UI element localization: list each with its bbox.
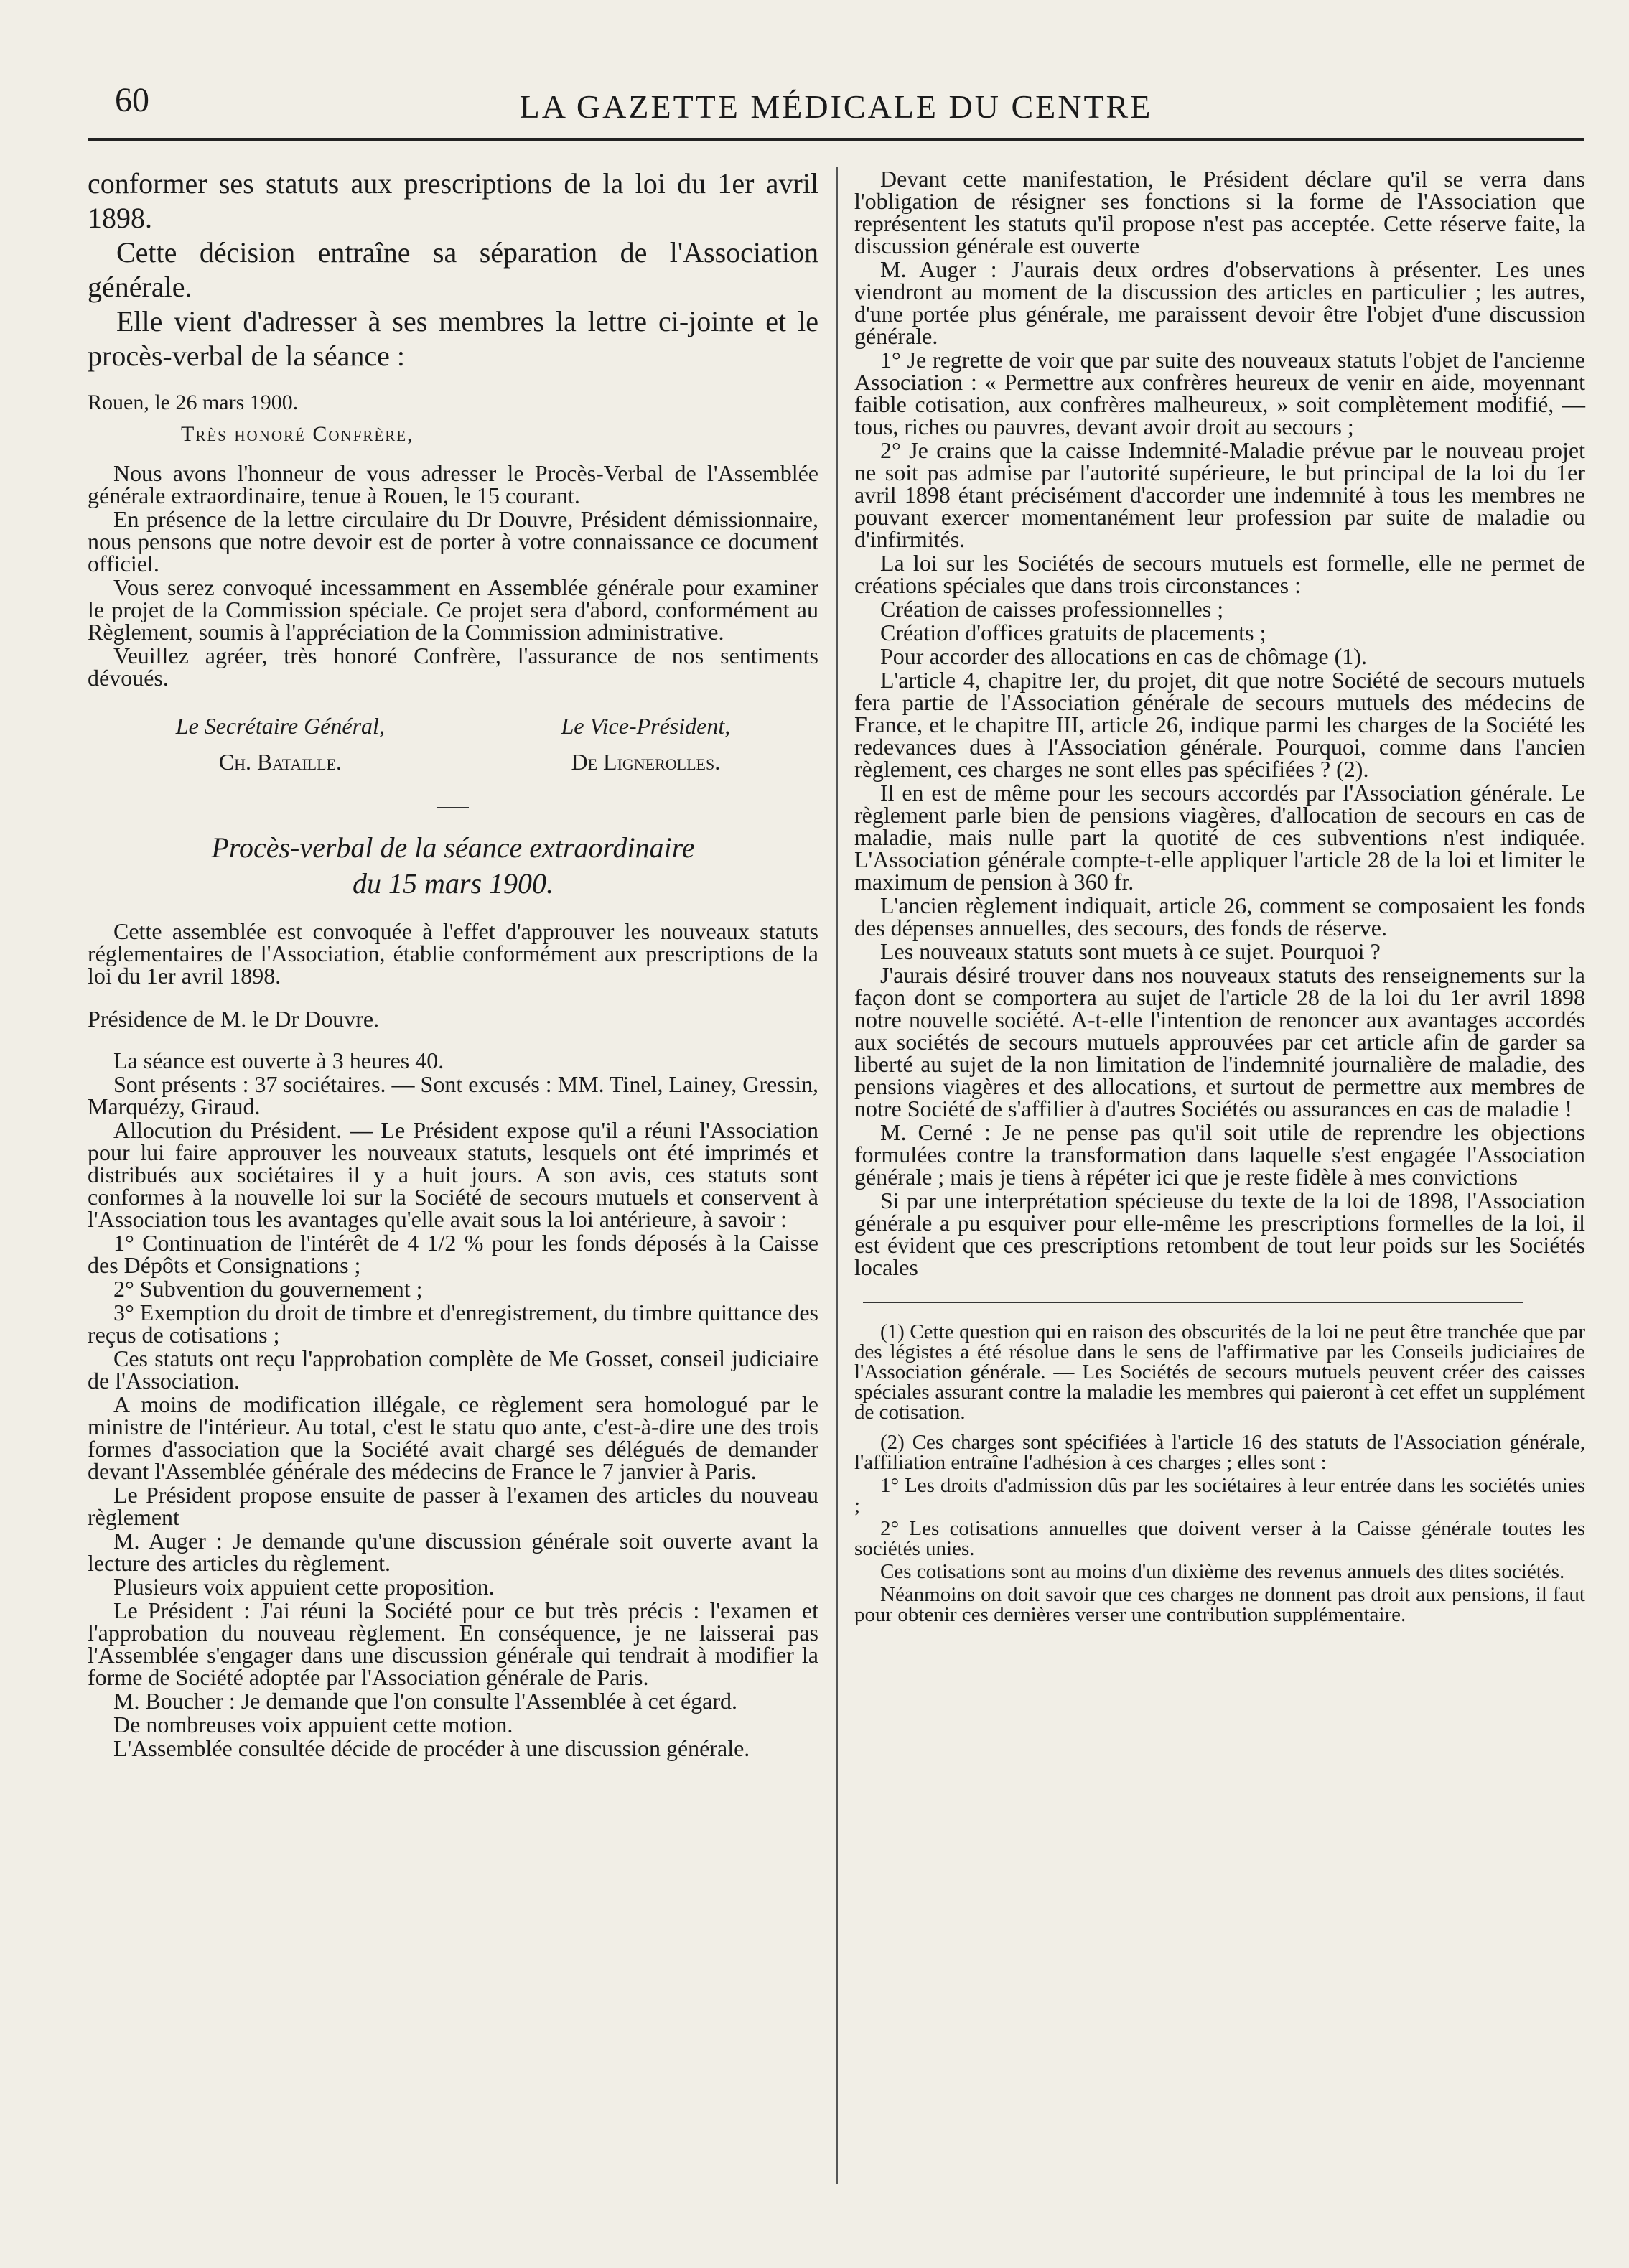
- page-header: [88, 80, 1584, 138]
- body-paragraph: La loi sur les Sociétés de secours mutuels est formelle, elle ne permet de créations spéciales que dans trois circonstances :: [854, 550, 1585, 598]
- left-column: [88, 167, 818, 1760]
- body-paragraph: M. Cerné : Je ne pense pas qu'il soit utile de reprendre les objections formulées contre la transformation dans laquelle s'est engagée l'Association générale ; mais je tiens à répéter ici que je reste fidèle à mes convictions: [854, 1119, 1585, 1190]
- letter-paragraph: Nous avons l'honneur de vous adresser le Procès-Verbal de l'Assemblée générale extraordinaire, tenue à Rouen, le 15 courant.: [88, 460, 818, 508]
- minutes-paragraph: 3° Exemption du droit de timbre et d'enregistrement, du timbre quittance des reçus de cotisations ;: [88, 1299, 818, 1348]
- column-separator: [836, 167, 838, 2184]
- journal-title: LA GAZETTE MÉDICALE DU CENTRE: [519, 88, 1153, 125]
- presidency-line: Présidence de M. le Dr Douvre.: [88, 1006, 380, 1032]
- letter-signatures: [88, 708, 818, 780]
- body-paragraph: Création de caisses professionnelles ;: [880, 596, 1224, 622]
- body-paragraph: Si par une interprétation spécieuse du texte de la loi de 1898, l'Association générale a pu esquiver pour elle-même les prescriptions formelles de la loi, il est évident que ces prescriptions retombent de tout leur poids sur les Sociétés locales: [854, 1187, 1585, 1280]
- minutes-title-line: du 15 mars 1900.: [352, 867, 554, 900]
- minutes-paragraph: Allocution du Président. — Le Président expose qu'il a réuni l'Association pour lui faire approuver les nouveaux statuts, lesquels ont été imprimés et distribués aux sociétaires il y a huit jours. A son avis, ces statuts sont conformes à la nouvelle loi sur la Société de secours mutuels et conservent à l'Association tous les avantages qu'elle avait sous la loi antérieure, à savoir :: [88, 1117, 818, 1232]
- minutes-paragraph: Plusieurs voix appuient cette proposition.: [113, 1574, 495, 1600]
- minutes-paragraph: 1° Continuation de l'intérêt de 4 1/2 % pour les fonds déposés à la Caisse des Dépôts et Consignations ;: [88, 1230, 818, 1278]
- minutes-title-line: Procès-verbal de la séance extraordinaire: [211, 831, 695, 864]
- intro-paragraph: conformer ses statuts aux prescriptions de la loi du 1er avril 1898.: [88, 167, 818, 234]
- section-divider: [437, 807, 469, 808]
- minutes-paragraph: La séance est ouverte à 3 heures 40.: [113, 1047, 444, 1073]
- minutes-paragraph: Le Président : J'ai réuni la Société pour ce but très précis : l'examen et l'approbation du nouveau règlement. En conséquence, je ne laisserai pas l'Assemblée s'engager dans une discussion générale qui tendrait à modifier la forme de Société adoptée par l'Association générale de Paris.: [88, 1597, 818, 1690]
- minutes-paragraph: Cette assemblée est convoquée à l'effet d'approuver les nouveaux statuts réglementaires de l'Association, établie conformément aux prescriptions de la loi du 1er avril 1898.: [88, 918, 818, 989]
- body-paragraph: Il en est de même pour les secours accordés par l'Association générale. Le règlement parle bien de pensions viagères, d'allocation de secours en cas de maladie, mais nulle part la quotité de ces subventions n'est indiquée. L'Association générale compte-t-elle appliquer l'article 28 de la loi et limiter le maximum de pension à 360 fr.: [854, 780, 1585, 895]
- minutes-title: [88, 830, 818, 902]
- letter-paragraph: Veuillez agréer, très honoré Confrère, l'assurance de nos sentiments dévoués.: [88, 643, 818, 691]
- body-paragraph: Pour accorder des allocations en cas de chômage (1).: [880, 643, 1367, 669]
- footnote: 1° Les droits d'admission dûs par les sociétaires à leur entrée dans les sociétés unies ;: [854, 1474, 1585, 1517]
- letter-salutation: Très honoré Confrère,: [181, 422, 414, 446]
- signature-name: Ch. Bataille.: [218, 749, 342, 775]
- body-paragraph: 2° Je crains que la caisse Indemnité-Maladie prévue par le nouveau projet ne soit pas admise par l'autorité supérieure, le but principal de la loi du 1er avril 1898 étant précisément d'accorder une indemnité à tous les membres ne pouvant exercer momentanément leur profession par suite de maladie ou d'infirmités.: [854, 437, 1585, 552]
- intro-paragraph: Cette décision entraîne sa séparation de l'Association générale.: [88, 236, 818, 303]
- body-paragraph: L'ancien règlement indiquait, article 26, comment se composaient les fonds des dépenses annuelles, des secours, des fonds de réserve.: [854, 892, 1585, 941]
- footnote: (2) Ces charges sont spécifiées à l'article 16 des statuts de l'Association générale, l'affiliation entraîne l'adhésion à ces charges ; elles sont :: [854, 1431, 1585, 1474]
- minutes-paragraph: Le Président propose ensuite de passer à l'examen des articles du nouveau règlement: [88, 1482, 818, 1530]
- right-column: [854, 167, 1585, 1625]
- minutes-paragraph: 2° Subvention du gouvernement ;: [113, 1276, 423, 1302]
- body-paragraph: M. Auger : J'aurais deux ordres d'observations à présenter. Les unes viendront au moment de la discussion des articles en particulier ; les autres, d'une portée plus générale, me paraissent devoir être l'objet d'une discussion générale.: [854, 256, 1585, 349]
- signature-block: [561, 708, 730, 780]
- minutes-paragraph: A moins de modification illégale, ce règlement sera homologué par le ministre de l'intérieur. Au total, c'est le statu quo ante, c'est-à-dire une des trois formes d'association que la Société avait chargé ses délégués de demander devant l'Assemblée générale des médecins de France le 7 janvier à Paris.: [88, 1391, 818, 1484]
- intro-paragraph: Elle vient d'adresser à ses membres la lettre ci-jointe et le procès-verbal de la séance :: [88, 305, 818, 372]
- signature-role: Le Vice-Président,: [561, 713, 731, 739]
- signature-name: De Lignerolles.: [571, 749, 721, 775]
- letter-dateline: Rouen, le 26 mars 1900.: [88, 391, 299, 414]
- footnote: Ces cotisations sont au moins d'un dixième des revenus annuels des dites sociétés.: [880, 1560, 1565, 1583]
- footnote: Néanmoins on doit savoir que ces charges ne donnent pas droit aux pensions, il faut pour obtenir ces dernières verser une contribution supplémentaire.: [854, 1583, 1585, 1626]
- letter-paragraph: Vous serez convoqué incessamment en Assemblée générale pour examiner le projet de la Commission spéciale. Ce projet sera d'abord, conformément au Règlement, soumis à l'appréciation de la Commission administrative.: [88, 574, 818, 645]
- body-paragraph: Devant cette manifestation, le Président déclare qu'il se verra dans l'obligation de résigner ses fonctions si la forme de l'Association que représentent les statuts qu'il propose n'est pas acceptée. Cette réserve faite, la discussion générale est ouverte: [854, 166, 1585, 258]
- header-rule: [88, 138, 1584, 141]
- body-paragraph: L'article 4, chapitre Ier, du projet, dit que notre Société de secours mutuels fera partie de l'Association générale de secours mutuels des médecins de France, et le chapitre III, article 26, indique parmi les charges de la Société les redevances dues à l'Association générale. Pourquoi, comme dans l'ancien règlement, ces charges ne sont elles pas spécifiées ? (2).: [854, 667, 1585, 782]
- minutes-paragraph: L'Assemblée consultée décide de procéder à une discussion générale.: [113, 1735, 750, 1761]
- letter-paragraph: En présence de la lettre circulaire du Dr Douvre, Président démissionnaire, nous pensons que notre devoir est de porter à votre connaissance ce document officiel.: [88, 506, 818, 577]
- minutes-paragraph: Ces statuts ont reçu l'approbation complète de Me Gosset, conseil judiciaire de l'Association.: [88, 1345, 818, 1394]
- minutes-paragraph: Sont présents : 37 sociétaires. — Sont excusés : MM. Tinel, Lainey, Gressin, Marquézy, Giraud.: [88, 1071, 818, 1119]
- footnote-rule: [863, 1302, 1523, 1303]
- body-paragraph: 1° Je regrette de voir que par suite des nouveaux statuts l'objet de l'ancienne Association : « Permettre aux confrères heureux de venir en aide, moyennant faible cotisation, aux confrères malheureux, » soit complètement modifié, — tous, riches ou pauvres, devant avoir droit au secours ;: [854, 347, 1585, 439]
- body-paragraph: Les nouveaux statuts sont muets à ce sujet. Pourquoi ?: [880, 938, 1381, 964]
- minutes-paragraph: M. Boucher : Je demande que l'on consulte l'Assemblée à cet égard.: [113, 1688, 738, 1714]
- body-paragraph: J'aurais désiré trouver dans nos nouveaux statuts des renseignements sur la façon dont se comportera au sujet de l'article 28 de la loi du 1er avril 1898 notre nouvelle société. A-t-elle l'intention de renoncer aux avantages accordés aux sociétés de secours mutuels approuvées par cet article afin de garder sa liberté au sujet de la non limitation de l'indemnité journalière de maladie, des pensions viagères et des allocations, et surtout de permettre aux membres de notre Société de s'affilier à d'autres Sociétés ou assurances en cas de maladie !: [854, 962, 1585, 1121]
- minutes-paragraph: De nombreuses voix appuient cette motion.: [113, 1712, 513, 1737]
- body-paragraph: Création d'offices gratuits de placements ;: [880, 620, 1266, 645]
- minutes-paragraph: M. Auger : Je demande qu'une discussion générale soit ouverte avant la lecture des articles du règlement.: [88, 1528, 818, 1576]
- signature-block: [176, 708, 385, 780]
- footnote: (1) Cette question qui en raison des obscurités de la loi ne peut être tranchée que par des légistes a été résolue dans le sens de l'affirmative par les Conseils judiciaires de l'Association générale. — Les Sociétés de secours mutuels peuvent créer des caisses spéciales assurant contre la maladie les membres qui paieront à cet effet un supplément de cotisation.: [854, 1320, 1585, 1424]
- footnote: 2° Les cotisations annuelles que doivent verser à la Caisse générale toutes les sociétés unies.: [854, 1517, 1585, 1560]
- signature-role: Le Secrétaire Général,: [175, 713, 385, 739]
- page-number: 60: [115, 81, 149, 119]
